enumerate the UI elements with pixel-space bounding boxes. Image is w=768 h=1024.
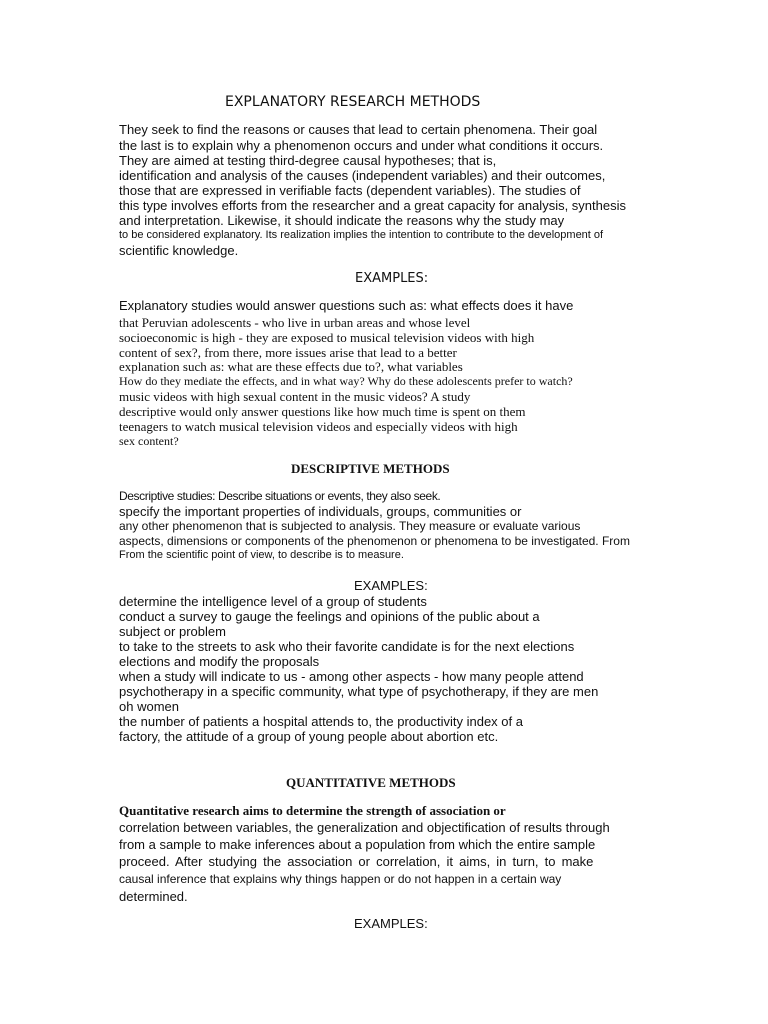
intro-line: the last is to explain why a phenomenon occurs and under what conditions it occurs.	[119, 138, 604, 153]
descriptive-line: aspects, dimensions or components of the phenomenon or phenomena to be investigated. From	[119, 534, 630, 548]
descriptive-line: From the scientific point of view, to describe is to measure.	[119, 549, 404, 561]
intro-line: to be considered explanatory. Its realization implies the intention to contribute to the development of	[119, 229, 604, 241]
example-line: Explanatory studies would answer questions such as: what effects does it have	[119, 298, 574, 313]
example-item: conduct a survey to gauge the feelings and opinions of the public about a	[119, 609, 540, 624]
section-heading-descriptive: DESCRIPTIVE METHODS	[291, 461, 450, 476]
descriptive-line: specify the important properties of individuals, groups, communities or	[119, 504, 522, 519]
examples-heading: EXAMPLES:	[355, 271, 429, 286]
intro-line: this type involves efforts from the researcher and a great capacity for analysis, synthesis	[119, 198, 626, 213]
section-heading-quantitative: QUANTITATIVE METHODS	[286, 775, 456, 790]
quantitative-line: Quantitative research aims to determine the strength of association or	[119, 803, 506, 818]
example-item: psychotherapy in a specific community, what type of psychotherapy, if they are men	[119, 684, 599, 699]
example-line: content of sex?, from there, more issues arise that lead to a better	[119, 345, 457, 360]
quantitative-line: determined.	[119, 889, 188, 904]
quantitative-line: proceed. After studying the association or correlation, it aims, in turn, to make	[119, 854, 594, 869]
example-item: factory, the attitude of a group of young people about abortion etc.	[119, 729, 499, 744]
examples-heading: EXAMPLES:	[354, 916, 428, 931]
intro-line: They seek to find the reasons or causes that lead to certain phenomena. Their goal	[119, 122, 598, 137]
example-item: to take to the streets to ask who their favorite candidate is for the next elections	[119, 639, 575, 654]
example-line: explanation such as: what are these effects due to?, what variables	[119, 359, 463, 374]
intro-line: those that are expressed in verifiable facts (dependent variables). The studies of	[119, 183, 581, 198]
quantitative-line: from a sample to make inferences about a population from which the entire sample	[119, 837, 596, 852]
intro-line: They are aimed at testing third-degree causal hypotheses; that is,	[119, 153, 497, 168]
example-line: music videos with high sexual content in the music videos? A study	[119, 389, 471, 404]
intro-line: and interpretation. Likewise, it should indicate the reasons why the study may	[119, 213, 565, 228]
example-line: teenagers to watch musical television videos and especially videos with high	[119, 419, 518, 434]
example-line: sex content?	[119, 434, 179, 448]
example-item: when a study will indicate to us - among other aspects - how many people attend	[119, 669, 584, 684]
example-line: descriptive would only answer questions like how much time is spent on them	[119, 404, 526, 419]
example-line: socioeconomic is high - they are exposed to musical television videos with high	[119, 330, 535, 345]
example-item: subject or problem	[119, 624, 226, 639]
quantitative-line: causal inference that explains why things happen or do not happen in a certain way	[119, 872, 562, 886]
intro-line: identification and analysis of the causes (independent variables) and their outcomes,	[119, 168, 606, 183]
descriptive-line: Descriptive studies: Describe situations or events, they also seek.	[119, 489, 441, 503]
descriptive-line: any other phenomenon that is subjected to analysis. They measure or evaluate various	[119, 519, 581, 533]
examples-heading: EXAMPLES:	[354, 578, 428, 593]
page-title: EXPLANATORY RESEARCH METHODS	[225, 94, 481, 110]
example-item: oh women	[119, 699, 179, 714]
example-item: elections and modify the proposals	[119, 654, 320, 669]
example-line: How do they mediate the effects, and in what way? Why do these adolescents prefer to watch?	[119, 374, 573, 388]
quantitative-line: correlation between variables, the generalization and objectification of results through	[119, 820, 610, 835]
example-item: determine the intelligence level of a group of students	[119, 594, 427, 609]
intro-line: scientific knowledge.	[119, 243, 239, 258]
example-line: that Peruvian adolescents - who live in urban areas and whose level	[119, 315, 471, 330]
example-item: the number of patients a hospital attends to, the productivity index of a	[119, 714, 523, 729]
